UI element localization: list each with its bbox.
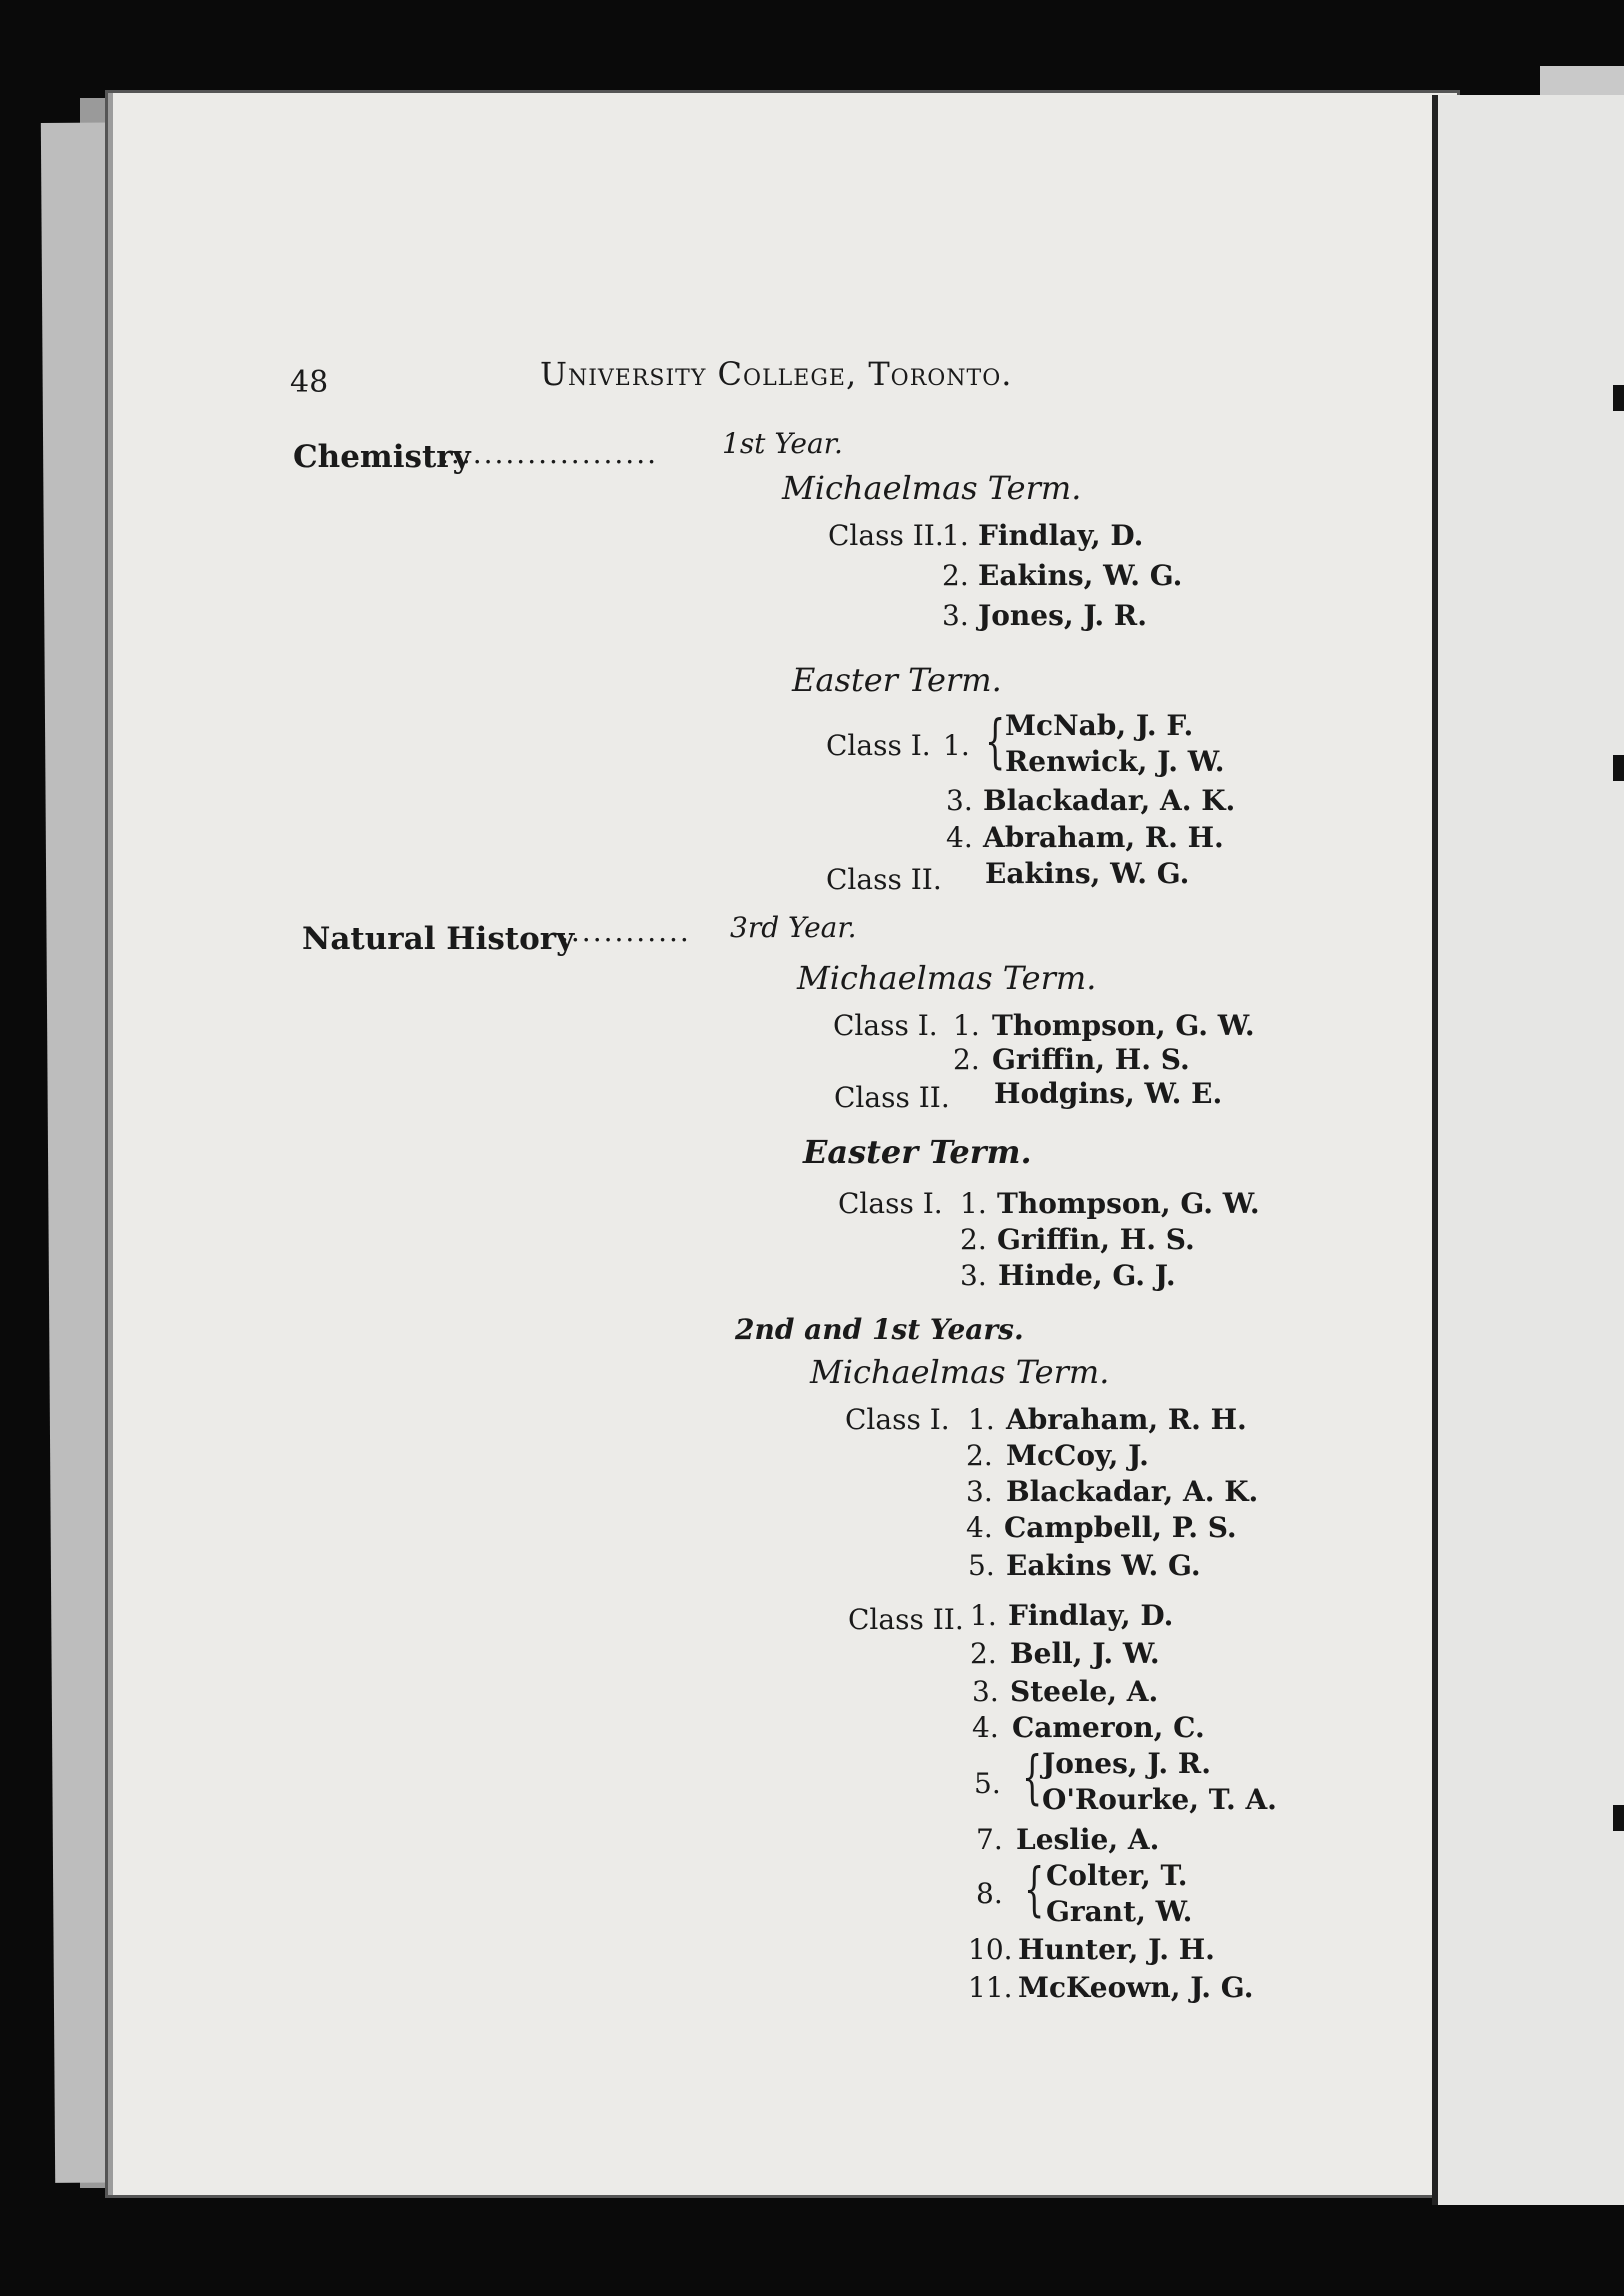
student-name: Griffin, H. S. [992,1043,1190,1076]
class-label: Class I. [826,729,931,762]
rank: 1. [953,1009,980,1042]
student-name: Blackadar, A. K. [983,784,1236,817]
rank: 10. [968,1933,1013,1966]
student-name: Eakins, W. G. [978,559,1183,592]
rank: 4. [972,1711,999,1744]
student-name: Grant, W. [1046,1895,1193,1928]
facing-page-letter-mark [1613,385,1624,411]
subject-natural-history: Natural History [302,921,575,957]
student-name: Thompson, G. W. [992,1009,1255,1042]
rank: 2. [970,1637,997,1670]
student-name: Cameron, C. [1012,1711,1205,1744]
student-name: McCoy, J. [1006,1439,1149,1472]
student-name: Eakins, W. G. [985,857,1190,890]
class-label: Class II. [826,863,942,896]
dot-leader: ............ [560,915,691,948]
class-label: Class II. [848,1603,964,1636]
student-name: Hodgins, W. E. [994,1077,1223,1110]
page-number: 48 [290,365,329,400]
tie-brace: { [985,707,1006,775]
running-title: University College, Toronto. [540,355,1013,393]
term-heading: Easter Term. [792,661,1002,699]
rank: 1. [943,729,970,762]
term-heading: Michaelmas Term. [782,469,1082,507]
rank: 3. [966,1475,993,1508]
dot-leader: .................... [440,437,659,470]
year-label: 2nd and 1st Years. [735,1313,1024,1346]
rank: 1. [968,1403,995,1436]
rank: 1. [970,1599,997,1632]
rank: 2. [953,1043,980,1076]
student-name: Abraham, R. H. [983,821,1224,854]
rank: 3. [960,1259,987,1292]
rank: 7. [976,1823,1003,1856]
class-label: Class I. [845,1403,950,1436]
class-label: Class I. [838,1187,943,1220]
year-label: 1st Year. [722,427,843,460]
student-name: Findlay, D. [1008,1599,1174,1632]
rank: 1. [942,519,969,552]
tie-brace: { [1022,1743,1043,1811]
rank: 5. [974,1767,1001,1800]
student-name: Eakins W. G. [1006,1549,1201,1582]
tie-brace: { [1024,1855,1045,1923]
student-name: Bell, J. W. [1010,1637,1160,1670]
rank: 4. [946,821,973,854]
subject-chemistry: Chemistry [293,439,471,475]
student-name: Hinde, G. J. [998,1259,1176,1292]
rank: 2. [942,559,969,592]
rank: 11. [968,1971,1013,2004]
class-label: Class II. [828,519,944,552]
student-name: McNab, J. F. [1005,709,1194,742]
rank: 3. [972,1675,999,1708]
rank: 1. [960,1187,987,1220]
student-name: Abraham, R. H. [1006,1403,1247,1436]
student-name: Steele, A. [1010,1675,1159,1708]
year-label: 3rd Year. [730,911,857,944]
class-label: Class I. [833,1009,938,1042]
student-name: Colter, T. [1046,1859,1188,1892]
rank: 3. [942,599,969,632]
term-heading: Easter Term. [803,1133,1032,1171]
student-name: McKeown, J. G. [1018,1971,1254,2004]
student-name: Leslie, A. [1016,1823,1160,1856]
student-name: Jones, J. R. [978,599,1147,632]
student-name: O'Rourke, T. A. [1042,1783,1277,1816]
student-name: Griffin, H. S. [997,1223,1195,1256]
rank: 2. [960,1223,987,1256]
rank: 5. [968,1549,995,1582]
student-name: Renwick, J. W. [1005,745,1225,778]
book-page [105,90,1460,2198]
facing-page-edge [1432,95,1624,2205]
rank: 2. [966,1439,993,1472]
rank: 8. [976,1877,1003,1910]
student-name: Thompson, G. W. [997,1187,1260,1220]
student-name: Jones, J. R. [1042,1747,1211,1780]
student-name: Campbell, P. S. [1004,1511,1237,1544]
student-name: Hunter, J. H. [1018,1933,1215,1966]
term-heading: Michaelmas Term. [810,1353,1110,1391]
student-name: Findlay, D. [978,519,1144,552]
rank: 3. [946,784,973,817]
student-name: Blackadar, A. K. [1006,1475,1259,1508]
facing-page-letter-mark [1613,1805,1624,1831]
facing-page-letter-mark [1613,755,1624,781]
term-heading: Michaelmas Term. [797,959,1097,997]
class-label: Class II. [834,1081,950,1114]
rank: 4. [966,1511,993,1544]
